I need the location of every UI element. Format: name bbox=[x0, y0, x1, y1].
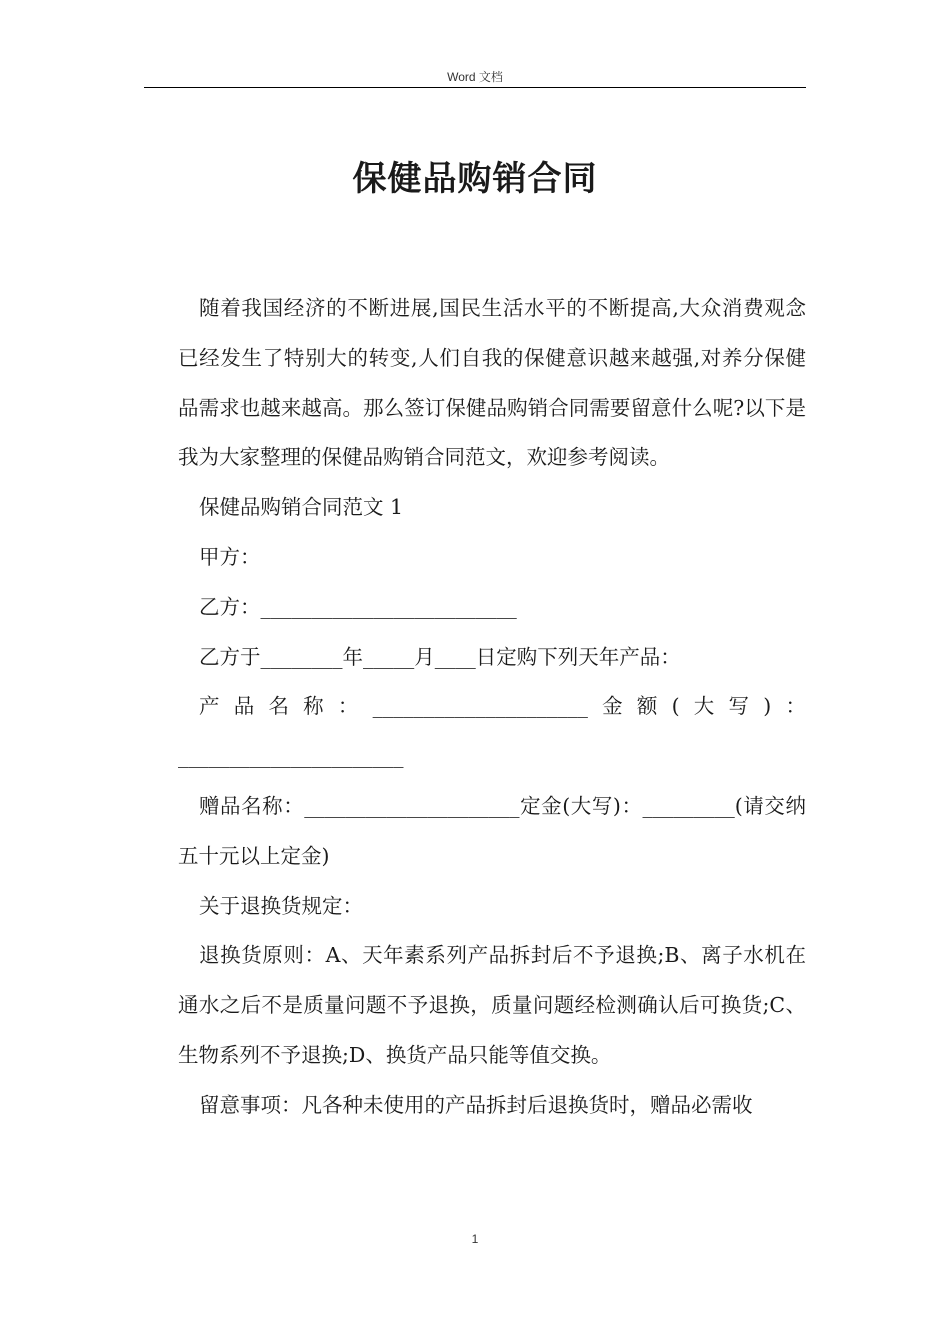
document-body bbox=[178, 284, 806, 1131]
page-number: 1 bbox=[471, 1232, 479, 1246]
document-title: 保健品购销合同 bbox=[352, 159, 598, 199]
return-rules-heading: 关于退换货规定： bbox=[199, 893, 363, 918]
intro-paragraph: 随着我国经济的不断进展,国民生活水平的不断提高,大众消费观念已经发生了特别大的转变,人们自我的保健意识越来越强,对养分保健品需求也越来越高。那么签订保健品购销合同需要留意什么呢?以下是我为大家整理的保健品购销合同范文，欢迎参考阅读。 bbox=[178, 296, 806, 470]
page-header: Word 文档 bbox=[447, 70, 503, 84]
notes-paragraph: 留意事项：凡各种未使用的产品拆封后退换货时，赠品必需收 bbox=[199, 1092, 753, 1117]
product-name-line: 产品名称：_____________________金额(大写)：______________________ bbox=[178, 694, 806, 769]
party-b-line: 乙方：_________________________ bbox=[199, 594, 517, 619]
party-a-line: 甲方： bbox=[199, 544, 261, 569]
gift-name-line: 赠品名称：_____________________定金(大写)：_________(请交纳五十元以上定金) bbox=[178, 793, 806, 868]
order-date-line: 乙方于________年_____月____日定购下列天年产品： bbox=[199, 644, 681, 669]
header-divider bbox=[144, 87, 806, 88]
return-principle-paragraph: 退换货原则：A、天年素系列产品拆封后不予退换;B、离子水机在通水之后不是质量问题不予退换，质量问题经检测确认后可换货;C、生物系列不予退换;D、换货产品只能等值交换。 bbox=[178, 943, 806, 1067]
section-heading: 保健品购销合同范文 1 bbox=[199, 495, 404, 520]
